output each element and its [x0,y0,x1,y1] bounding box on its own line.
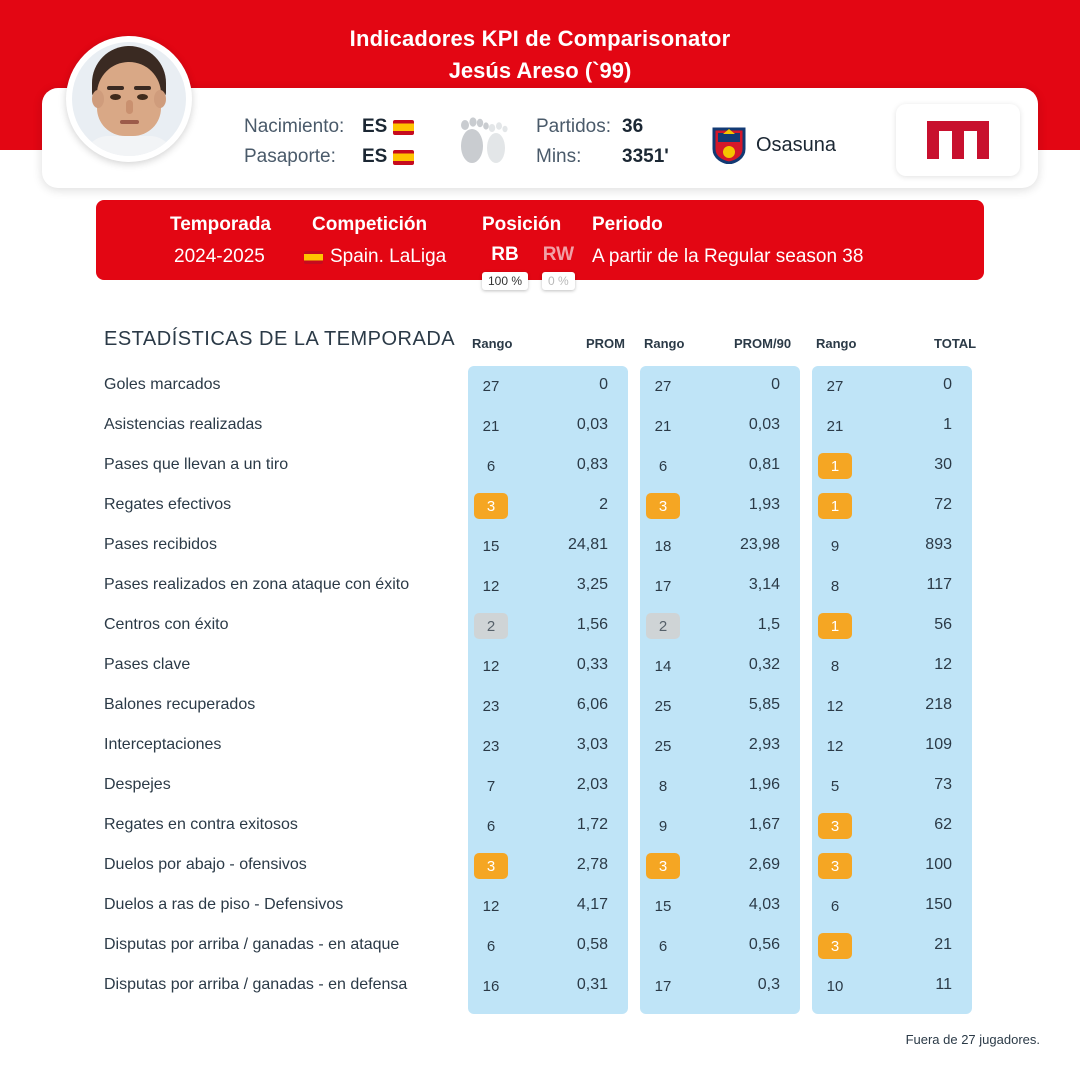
position-primary[interactable] [482,244,528,290]
passport-label: Pasaporte: [244,146,336,167]
footnote: Fuera de 27 jugadores. [905,1032,1040,1047]
player-name: Jesús Areso (`99) [448,58,632,83]
value-cell-2: 0,32 [748,656,780,673]
rank-cell-3: 9 [830,537,840,555]
rank-cell-1: 16 [482,977,500,995]
footedness-icon [452,110,512,170]
minutes-value: 3351' [622,146,669,167]
rank-cell-3: 1 [818,453,852,479]
birth-label: Nacimiento: [244,116,345,137]
period-value[interactable]: A partir de la Regular season 38 [592,246,864,267]
value-cell-1: 1,56 [576,616,608,633]
rank-cell-1: 3 [474,853,508,879]
logo-m-icon [921,115,995,165]
rank-cell-3: 1 [818,613,852,639]
value-cell-1: 6,06 [576,696,608,713]
value-cell-2: 1,96 [748,776,780,793]
player-origin-block [244,112,414,172]
avatar [66,36,192,162]
col-header-total: TOTAL [934,336,977,351]
table-title: ESTADÍSTICAS DE LA TEMPORADA [104,328,456,350]
value-cell-1: 3,25 [576,576,608,593]
value-cell-3: 72 [934,496,952,513]
table-header [96,322,996,366]
rank-cell-1: 23 [482,697,500,715]
value-cell-1: 1,72 [576,816,608,833]
value-cell-2: 1,67 [748,816,780,833]
rank-cell-1: 2 [474,613,508,639]
passport-row [244,142,414,172]
position-secondary[interactable] [542,244,575,290]
rank-cell-3: 5 [830,777,840,795]
rank-cell-2: 25 [654,737,672,755]
value-cell-3: 117 [926,576,952,593]
season-stats-table [96,322,996,1006]
value-cell-3: 30 [934,456,952,473]
table-row [96,686,996,726]
competition-value-wrap[interactable] [304,246,446,268]
birth-row [244,112,414,142]
table-row [96,606,996,646]
rank-cell-2: 17 [654,577,672,595]
competition-value: Spain. LaLiga [330,246,447,267]
rank-cell-2: 6 [658,457,668,475]
col-header-avg90: PROM/90 [734,336,792,351]
value-cell-3: 11 [935,976,952,993]
rank-cell-3: 10 [826,977,844,995]
position-secondary-label: RW [542,244,575,265]
rank-cell-1: 23 [482,737,500,755]
table-row [96,806,996,846]
col-header-avg: PROM [586,336,625,351]
rank-cell-2: 15 [654,897,672,915]
table-row [96,566,996,606]
value-cell-3: 0 [943,376,952,393]
rank-cell-2: 25 [654,697,672,715]
rank-cell-1: 21 [482,417,500,435]
value-cell-1: 0 [599,376,608,393]
value-cell-3: 100 [925,856,952,873]
passport-value: ES [362,146,388,167]
birth-value: ES [362,116,388,137]
minutes-label: Mins: [536,146,582,167]
rank-cell-1: 6 [486,457,496,475]
rank-cell-2: 18 [654,537,672,555]
table-row [96,846,996,886]
value-cell-2: 4,03 [748,896,780,913]
rank-cell-2: 2 [646,613,680,639]
value-cell-3: 62 [934,816,952,833]
value-cell-3: 12 [934,656,952,673]
value-cell-2: 5,85 [748,696,780,713]
rank-cell-2: 14 [654,657,672,675]
rank-cell-2: 3 [646,493,680,519]
position-primary-label: RB [491,244,519,265]
table-row [96,406,996,446]
value-cell-3: 56 [934,616,952,633]
value-cell-2: 0 [771,376,780,393]
value-cell-1: 2,78 [576,856,608,873]
rank-cell-2: 8 [658,777,668,795]
table-row [96,966,996,1006]
stat-label: Disputas por arriba / ganadas - en ataque [104,936,400,953]
rank-cell-3: 8 [830,657,840,675]
matches-value: 36 [622,116,644,137]
table-row [96,446,996,486]
minutes-row [536,142,669,172]
value-cell-1: 0,31 [576,976,608,993]
position-primary-pct: 100 % [482,272,528,290]
player-usage-block [536,112,669,172]
brand-logo [896,104,1020,176]
value-cell-1: 2 [599,496,608,513]
value-cell-1: 0,83 [576,456,608,473]
value-cell-1: 0,58 [576,936,608,953]
col-header-rank-1: Rango [472,336,513,351]
value-cell-2: 1,5 [757,616,780,633]
rank-cell-3: 1 [818,493,852,519]
position-secondary-pct: 0 % [542,272,575,290]
season-value[interactable]: 2024-2025 [174,246,265,267]
stat-label: Regates efectivos [104,496,232,513]
stat-label: Despejes [104,776,171,793]
rank-cell-2: 9 [658,817,668,835]
filter-strip [96,200,984,288]
spain-flag-icon [304,251,323,264]
table-row [96,766,996,806]
value-cell-3: 893 [925,536,952,553]
rank-cell-2: 6 [658,937,668,955]
rank-cell-3: 3 [818,853,852,879]
table-row [96,926,996,966]
rank-cell-1: 6 [486,937,496,955]
table-row [96,486,996,526]
table-row [96,886,996,926]
page-title: Indicadores KPI de Comparisonator [349,26,731,51]
value-cell-3: 150 [925,896,952,913]
value-cell-3: 73 [934,776,952,793]
rank-cell-1: 7 [486,777,496,795]
value-cell-2: 0,03 [748,416,780,433]
value-cell-2: 3,14 [748,576,780,593]
club-crest-icon [712,126,746,164]
stat-label: Goles marcados [104,376,221,393]
rank-cell-2: 17 [654,977,672,995]
table-body [96,366,996,1006]
col-header-rank-3: Rango [816,336,857,351]
rank-cell-1: 27 [482,377,500,395]
stat-label: Pases clave [104,656,191,673]
rank-cell-1: 3 [474,493,508,519]
rank-cell-3: 12 [826,697,844,715]
value-cell-1: 24,81 [567,536,608,553]
value-cell-3: 218 [925,696,952,713]
table-row [96,726,996,766]
rank-cell-3: 12 [826,737,844,755]
value-cell-2: 2,69 [748,856,780,873]
rank-cell-3: 3 [818,933,852,959]
competition-header: Competición [312,214,428,235]
col-header-rank-2: Rango [644,336,685,351]
club-name: Osasuna [756,133,837,156]
table-row [96,526,996,566]
period-header: Periodo [592,214,663,235]
rank-cell-1: 15 [482,537,500,555]
value-cell-1: 0,03 [576,416,608,433]
club-block [712,126,836,164]
value-cell-3: 21 [934,936,952,953]
stat-label: Pases que llevan a un tiro [104,456,289,473]
stat-label: Duelos por abajo - ofensivos [104,856,307,873]
rank-cell-3: 3 [818,813,852,839]
spain-flag-icon [393,150,414,165]
season-header: Temporada [170,214,272,235]
value-cell-2: 0,56 [748,936,780,953]
value-cell-3: 109 [925,736,952,753]
value-cell-2: 2,93 [748,736,780,753]
stat-label: Balones recuperados [104,696,256,713]
value-cell-2: 0,81 [748,456,780,473]
value-cell-1: 3,03 [576,736,608,753]
stat-label: Interceptaciones [104,736,222,753]
stat-label: Regates en contra exitosos [104,816,298,833]
stat-label: Asistencias realizadas [104,416,263,433]
matches-row [536,112,669,142]
table-row [96,366,996,406]
stat-label: Disputas por arriba / ganadas - en defensa [104,976,408,993]
rank-cell-2: 3 [646,853,680,879]
value-cell-3: 1 [943,416,952,433]
rank-cell-3: 8 [830,577,840,595]
rank-cell-2: 21 [654,417,672,435]
value-cell-2: 0,3 [757,976,780,993]
rank-cell-1: 12 [482,577,500,595]
stat-label: Pases recibidos [104,536,217,553]
spain-flag-icon [393,120,414,135]
rank-cell-3: 21 [826,417,844,435]
value-cell-2: 1,93 [748,496,780,513]
table-row [96,646,996,686]
value-cell-1: 2,03 [576,776,608,793]
player-photo [72,42,186,156]
value-cell-2: 23,98 [739,536,780,553]
value-cell-1: 4,17 [576,896,608,913]
stat-label: Pases realizados en zona ataque con éxito [104,576,410,593]
rank-cell-1: 12 [482,897,500,915]
position-values [482,244,575,290]
rank-cell-2: 27 [654,377,672,395]
position-header: Posición [482,214,562,235]
rank-cell-1: 6 [486,817,496,835]
rank-cell-3: 27 [826,377,844,395]
rank-cell-1: 12 [482,657,500,675]
stat-label: Duelos a ras de piso - Defensivos [104,896,344,913]
rank-cell-3: 6 [830,897,840,915]
value-cell-1: 0,33 [576,656,608,673]
matches-label: Partidos: [536,116,611,137]
stat-label: Centros con éxito [104,616,229,633]
